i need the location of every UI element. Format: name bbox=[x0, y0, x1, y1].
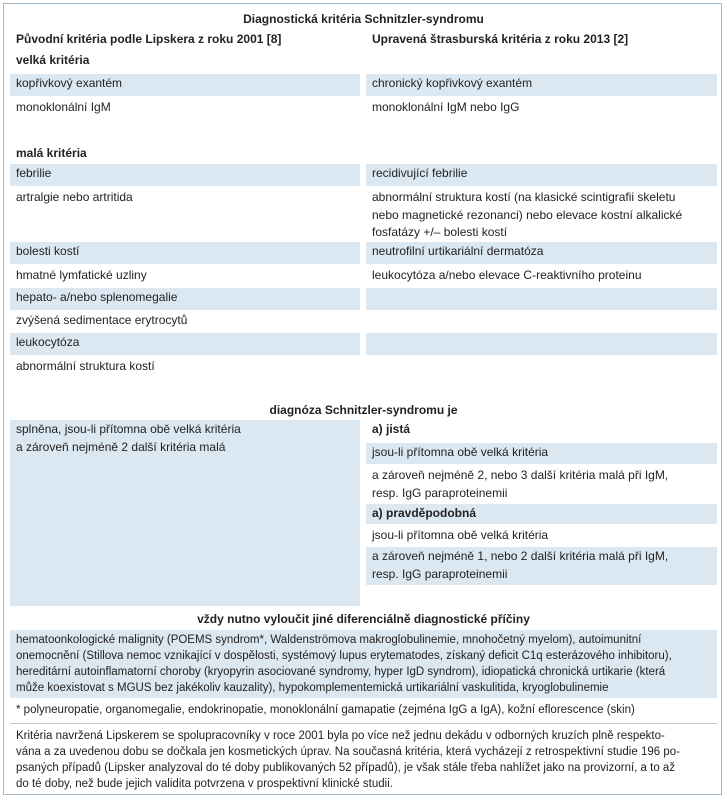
major-left-1: kopřivkový exantém bbox=[10, 74, 360, 96]
probable-2 bbox=[366, 547, 717, 585]
diagnosis-header: diagnóza Schnitzler-syndromu je bbox=[269, 403, 458, 417]
note-text bbox=[10, 727, 717, 793]
minor-right-2-line-3: fosfatázy +/– bolesti kostí bbox=[372, 225, 508, 239]
minor-left-5: hepato- a/nebo splenomegalie bbox=[10, 288, 360, 310]
left-column-header: Původní kritéria podle Lipskera z roku 2001 [8] bbox=[16, 32, 282, 46]
minor-left-6: zvýšená sedimentace erytrocytů bbox=[16, 313, 188, 327]
major-right-2: monoklonální IgM nebo IgG bbox=[372, 100, 520, 114]
note-line-4: do té doby, než bude jejich validita potvrzena v prospektivní klinické studii. bbox=[16, 778, 393, 790]
probable-label: a) pravděpodobná bbox=[366, 504, 717, 524]
diagnosis-left bbox=[10, 420, 360, 606]
note-line-1: Kritéria navržená Lipskerem se spolupracovníky v roce 2001 byla po více než jednu dekádu v odborných kruzích plně respekto- bbox=[16, 730, 665, 742]
definite-1: jsou-li přítomna obě velká kritéria bbox=[366, 443, 717, 464]
minor-right-3: neutrofilní urtikariální dermatóza bbox=[366, 242, 717, 264]
minor-right-2-line-2: nebo magnetické rezonanci) nebo elevace kostní alkalické bbox=[372, 207, 683, 222]
minor-left-1: febrilie bbox=[10, 164, 360, 186]
criteria-table bbox=[3, 3, 722, 795]
note-line-2: vána a za uvedenou dobu se dočkala jen kosmetických úprav. Na současná kritéria, která vycházejí z retrospektivní studie 196 po- bbox=[16, 746, 680, 758]
exclude-line-3: hereditární autoinflamatorní choroby (kryopyrin asociované syndromy, hyper IgD syndrom), idiopatická chronická urtikarie (která bbox=[16, 666, 666, 678]
major-right-1: chronický kopřivkový exantém bbox=[366, 74, 717, 96]
minor-right-empty-1 bbox=[366, 288, 717, 310]
minor-left-3: bolesti kostí bbox=[10, 242, 360, 264]
exclude-line-1: hematoonkologické malignity (POEMS syndrom*, Waldenströmova makroglobulinemie, mnohočetný myelom), autoimunitní bbox=[16, 634, 642, 646]
diagnosis-left-line-1: splněna, jsou-li přítomna obě velká kritéria bbox=[16, 422, 241, 436]
exclude-header: vždy nutno vyloučit jiné diferenciálně diagnostické příčiny bbox=[197, 612, 530, 626]
note-divider bbox=[10, 723, 717, 724]
probable-1: jsou-li přítomna obě velká kritéria bbox=[372, 528, 549, 542]
minor-right-empty-2 bbox=[366, 333, 717, 355]
minor-right-4: leukocytóza a/nebo elevace C-reaktivního proteinu bbox=[372, 268, 642, 282]
footnote: * polyneuropatie, organomegalie, endokrinopatie, monoklonální gamapatie (zejména IgG a IgA), kožní eflorescence (skin) bbox=[16, 704, 635, 716]
exclude-line-2: onemocnění (Stillova nemoc vznikající v dospělosti, systémový lupus erytematodes, získaný deficit C1q esterázového inhibitoru), bbox=[16, 650, 672, 662]
table-title: Diagnostická kritéria Schnitzler-syndromu bbox=[243, 12, 484, 26]
minor-criteria-header: malá kritéria bbox=[16, 146, 87, 160]
major-criteria-header: velká kritéria bbox=[16, 53, 90, 67]
definite-label: a) jistá bbox=[372, 422, 411, 436]
minor-left-8: abnormální struktura kostí bbox=[16, 359, 155, 373]
right-column-header: Upravená štrasburská kritéria z roku 2013 [2] bbox=[372, 32, 629, 46]
note-line-3: psaných případů (Lipsker analyzoval do té doby publikovaných 52 případů), je však stále třeba nahlížet jako na provizorní, a to až bbox=[16, 762, 676, 774]
exclude-line-4: může koexistovat s MGUS bez jakékoliv kauzality), hypokomplementemická urtikariální vaskulitida, kryoglobulinemie bbox=[16, 682, 609, 694]
minor-right-2-line-1: abnormální struktura kostí (na klasické scintigrafii skeletu bbox=[372, 190, 676, 204]
definite-2 bbox=[366, 466, 717, 504]
minor-left-4: hmatné lymfatické uzliny bbox=[16, 268, 147, 282]
minor-right-2 bbox=[366, 188, 717, 242]
minor-left-7: leukocytóza bbox=[10, 333, 360, 355]
minor-right-1: recidivující febrilie bbox=[366, 164, 717, 186]
major-left-2: monoklonální IgM bbox=[16, 100, 111, 114]
definite-2-line-1: a zároveň nejméně 2, nebo 3 další kritéria malá při IgM, bbox=[372, 468, 669, 482]
minor-left-2: artralgie nebo artritida bbox=[16, 190, 133, 204]
exclude-text bbox=[10, 630, 717, 698]
diagnosis-left-line-2: a zároveň nejméně 2 další kritéria malá bbox=[16, 439, 226, 454]
probable-2-line-2: resp. IgG paraproteinemii bbox=[372, 566, 508, 581]
definite-2-line-2: resp. IgG paraproteinemii bbox=[372, 485, 508, 500]
probable-2-line-1: a zároveň nejméně 1, nebo 2 další kritéria malá při IgM, bbox=[372, 549, 669, 563]
